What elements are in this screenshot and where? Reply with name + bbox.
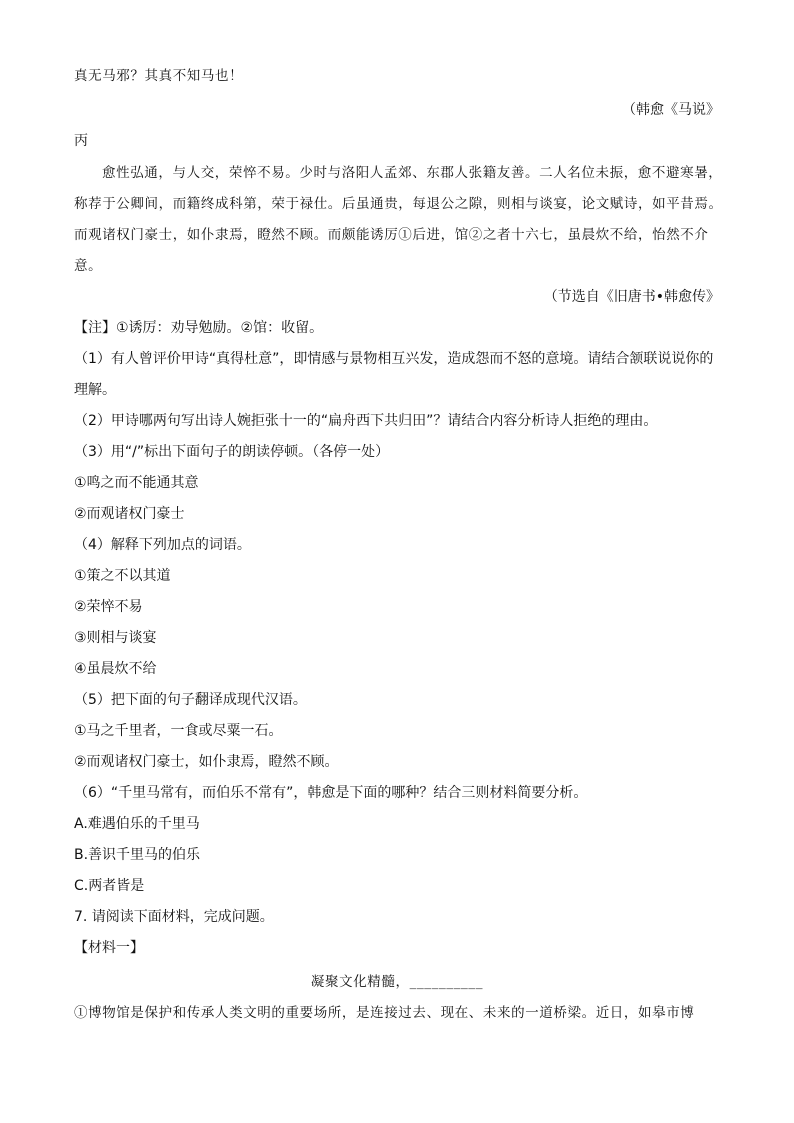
question-5: （5）把下面的句子翻译成现代汉语。 — [74, 692, 307, 708]
material-title-blank: __________ — [409, 974, 484, 990]
bing-text-line: 称荐于公卿间，而籍终成科第，荣于禄仕。后虽通贵，每退公之隙，则相与谈宴，论文赋诗，如平昔焉。 — [74, 196, 723, 212]
annotation-note: 【注】①诱厉：劝导勉励。②馆：收留。 — [74, 320, 324, 336]
source-ma-shuo: （韩愈《马说》 — [622, 102, 720, 118]
bing-text-line: 意。 — [74, 258, 103, 274]
question-1-cont: 理解。 — [74, 382, 116, 398]
section-bing-heading: 丙 — [74, 133, 88, 149]
question-3-item: ①鸣之而不能通其意 — [74, 475, 199, 491]
bing-text-line: 而观诸权门豪士，如仆隶焉，瞪然不顾。而颇能诱厉①后进，馆②之者十六七，虽晨炊不给，怡然不介 — [74, 227, 709, 243]
source-tang-shu: （节选自《旧唐书•韩愈传》 — [543, 289, 720, 305]
question-4: （4）解释下列加点的词语。 — [74, 537, 251, 553]
question-2: （2）甲诗哪两句写出诗人婉拒张十一的“扁舟西下共归田”？请结合内容分析诗人拒绝的理由。 — [74, 413, 658, 429]
question-1: （1）有人曾评价甲诗“真得杜意”，即情感与景物相互兴发，造成怨而不怒的意境。请结合颔联说说你的 — [74, 351, 714, 367]
question-6: （6）“千里马常有，而伯乐不常有”，韩愈是下面的哪种？结合三则材料简要分析。 — [74, 785, 588, 801]
question-7: 7. 请阅读下面材料，完成问题。 — [74, 909, 274, 925]
question-4-item: ③则相与谈宴 — [74, 630, 157, 646]
bing-text-line: 愈性弘通，与人交，荣悴不易。少时与洛阳人孟郊、东郡人张籍友善。二人名位未振，愈不避寒暑， — [102, 165, 723, 181]
material-one-heading: 【材料一】 — [74, 940, 144, 956]
question-4-item: ②荣悴不易 — [74, 599, 143, 615]
question-4-item: ④虽晨炊不给 — [74, 661, 157, 677]
question-3: （3）用“/”标出下面句子的朗读停顿。（各停一处） — [74, 444, 390, 460]
option-c: C.两者皆是 — [74, 878, 145, 894]
option-a: A.难遇伯乐的千里马 — [74, 816, 200, 832]
material-title-text: 凝聚文化精髓， — [310, 974, 410, 990]
passage-yi-ending: 真无马邪？其真不知马也！ — [74, 68, 244, 84]
question-4-item: ①策之不以其道 — [74, 568, 171, 584]
material-title — [0, 972, 794, 992]
option-b: B.善识千里马的伯乐 — [74, 847, 201, 863]
question-5-item: ①马之千里者，一食或尽粟一石。 — [74, 723, 283, 739]
question-5-item: ②而观诸权门豪士，如仆隶焉，瞪然不顾。 — [74, 754, 339, 770]
material-paragraph: ①博物馆是保护和传承人类文明的重要场所，是连接过去、现在、未来的一道桥梁。近日，如皋市博 — [74, 1005, 695, 1021]
question-3-item: ②而观诸权门豪士 — [74, 506, 185, 522]
